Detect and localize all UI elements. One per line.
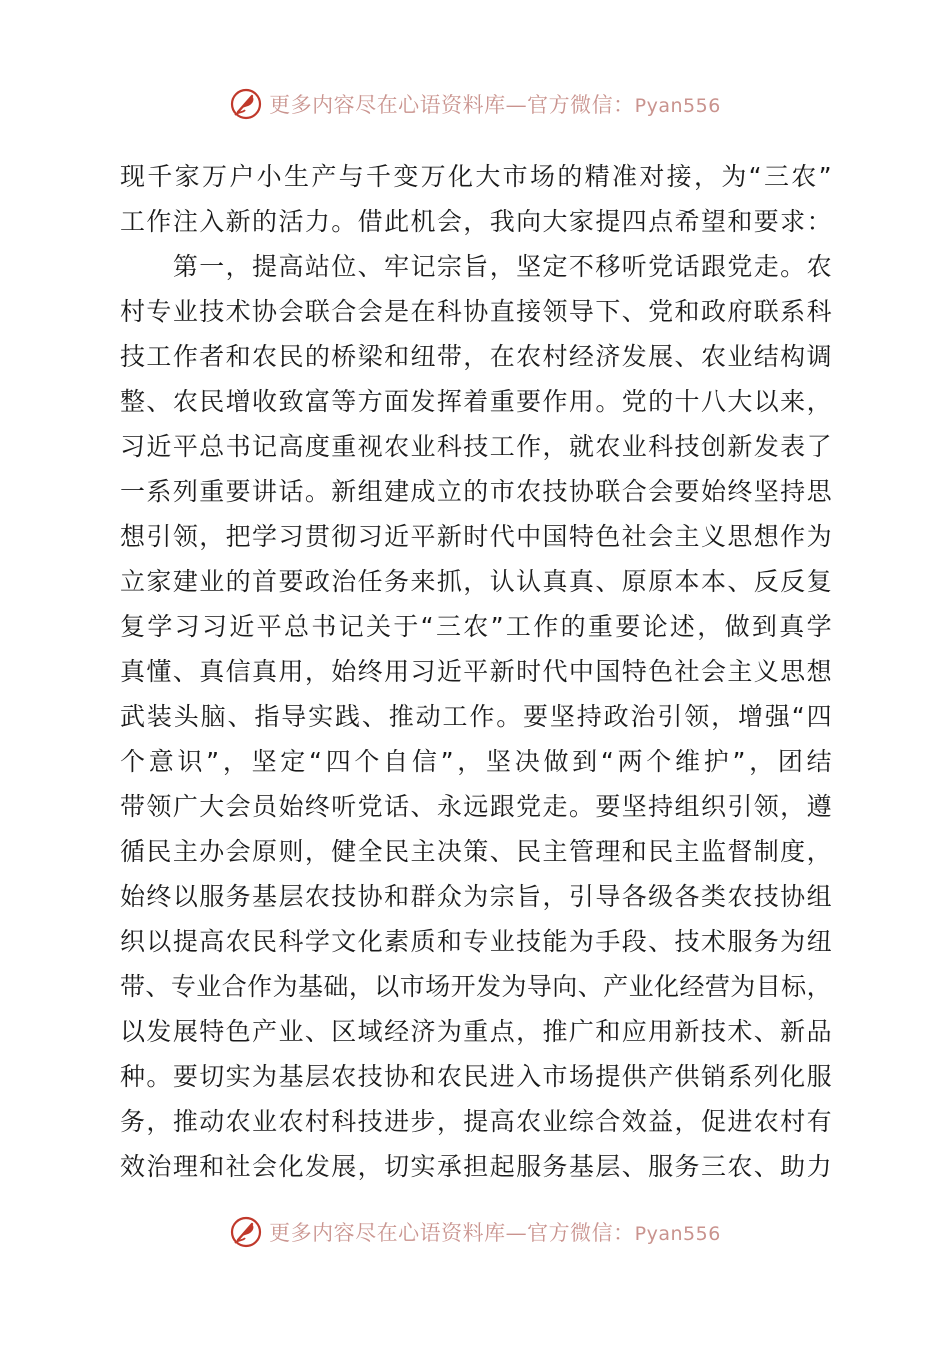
footer-wechat-id: Pyan556 — [634, 1223, 721, 1245]
header-banner-text — [269, 89, 721, 119]
text-line: 一系列重要讲话。新组建成立的市农技协联合会要始终坚持思 — [120, 477, 832, 506]
text-line: 务，推动农业农村科技进步，提高农业综合效益，促进农村有 — [120, 1107, 832, 1136]
text-line: 效治理和社会化发展，切实承担起服务基层、服务三农、助力 — [120, 1152, 832, 1181]
text-line: 习近平总书记高度重视农业科技工作，就农业科技创新发表了 — [120, 432, 832, 461]
footer-separator: — — [505, 1221, 528, 1245]
text-line: 真懂、真信真用，始终用习近平新时代中国特色社会主义思想 — [120, 657, 832, 686]
text-line: 以发展特色产业、区域经济为重点，推广和应用新技术、新品 — [120, 1017, 832, 1046]
text-line: 想引领，把学习贯彻习近平新时代中国特色社会主义思想作为 — [120, 522, 832, 551]
text-line: 循民主办会原则，健全民主决策、民主管理和民主监督制度， — [120, 837, 832, 866]
text-line: 织以提高农民科学文化素质和专业技能为手段、技术服务为纽 — [120, 927, 832, 956]
footer-site-text: 更多内容尽在心语资料库 — [269, 1221, 506, 1245]
quill-logo-icon — [229, 1215, 263, 1249]
text-line: 技工作者和农民的桥梁和纽带，在农村经济发展、农业结构调 — [120, 342, 832, 371]
text-line: 种。要切实为基层农技协和农民进入市场提供产供销系列化服 — [120, 1062, 832, 1091]
text-line: 第一，提高站位、牢记宗旨，坚定不移听党话跟党走。农 — [120, 252, 832, 281]
text-line: 村专业技术协会联合会是在科协直接领导下、党和政府联系科 — [120, 297, 832, 326]
body-text — [120, 154, 832, 1189]
header-banner[interactable] — [0, 82, 950, 126]
text-line: 个意识”，坚定“四个自信”，坚决做到“两个维护”，团结 — [120, 747, 832, 776]
header-wechat-id: Pyan556 — [634, 95, 721, 117]
text-line: 始终以服务基层农技协和群众为宗旨，引导各级各类农技协组 — [120, 882, 832, 911]
footer-banner[interactable] — [0, 1210, 950, 1254]
text-line: 工作注入新的活力。借此机会，我向大家提四点希望和要求： — [120, 207, 832, 236]
footer-wechat-label: 官方微信： — [527, 1221, 635, 1245]
quill-logo-icon — [229, 87, 263, 121]
text-line: 复学习习近平总书记关于“三农”工作的重要论述，做到真学 — [120, 612, 832, 641]
text-line: 立家建业的首要政治任务来抓，认认真真、原原本本、反反复 — [120, 567, 832, 596]
text-line: 现千家万户小生产与千变万化大市场的精准对接，为“三农” — [120, 162, 832, 191]
text-line: 带、专业合作为基础，以市场开发为导向、产业化经营为目标， — [120, 972, 832, 1001]
header-separator: — — [505, 93, 528, 117]
footer-banner-text — [269, 1217, 721, 1247]
text-line: 带领广大会员始终听党话、永远跟党走。要坚持组织引领，遵 — [120, 792, 832, 821]
header-wechat-label: 官方微信： — [527, 93, 635, 117]
header-site-text: 更多内容尽在心语资料库 — [269, 93, 506, 117]
text-line: 武装头脑、指导实践、推动工作。要坚持政治引领，增强“四 — [120, 702, 832, 731]
text-line: 整、农民增收致富等方面发挥着重要作用。党的十八大以来， — [120, 387, 832, 416]
